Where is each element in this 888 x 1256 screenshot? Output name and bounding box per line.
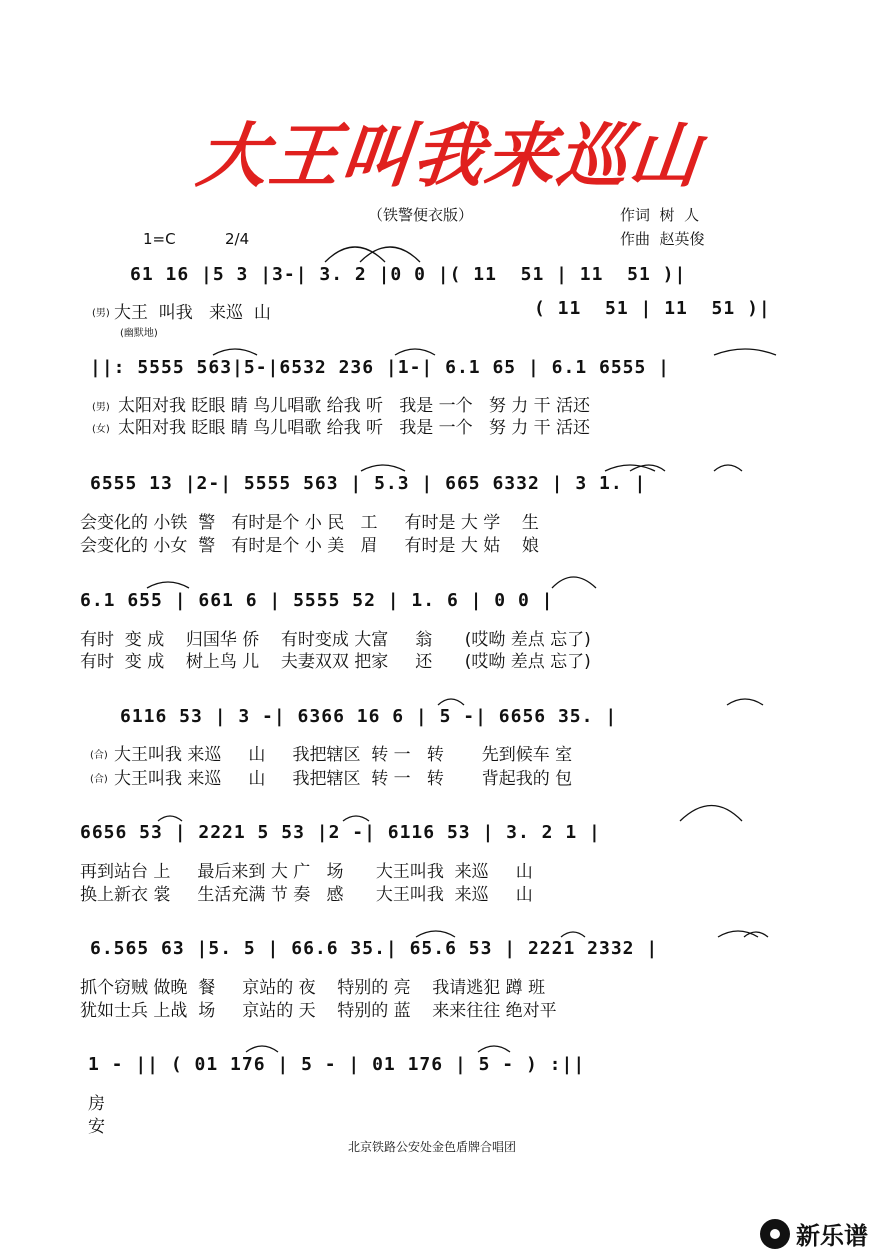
- lyric-tag: (合): [90, 774, 108, 785]
- vinyl-record-icon: [760, 1219, 790, 1249]
- slur-mark: [605, 465, 655, 471]
- lyric-line: 大王叫我 来巡 山 我把辖区 转 一 转 先到候车 室: [114, 745, 573, 765]
- lyric-line: 太阳对我 眨眼 睛 鸟儿唱歌 给我 听 我是 一个 努 力 干 活还: [118, 396, 591, 416]
- slur-mark: [158, 816, 182, 821]
- lyric-line: 会变化的 小铁 警 有时是个 小 民 工 有时是 大 学 生: [80, 513, 539, 533]
- composer-credit: 作曲 赵英俊: [620, 230, 705, 248]
- slur-mark: [213, 349, 257, 355]
- slur-mark: [727, 699, 763, 705]
- slur-mark: [343, 816, 369, 821]
- lyric-line: 有时 变 成 归国华 侨 有时变成 大富 翁 (哎呦 差点 忘了): [80, 630, 591, 650]
- slur-mark: [718, 931, 758, 937]
- lyric-line: 有时 变 成 树上鸟 儿 夫妻双双 把家 还 (哎呦 差点 忘了): [80, 652, 591, 672]
- lyric-line: 太阳对我 眨眼 睛 鸟儿唱歌 给我 听 我是 一个 努 力 干 活还: [118, 418, 591, 438]
- footer-credit: 北京铁路公安处金色盾牌合唱团: [348, 1140, 517, 1154]
- notation-row-5: 6116 53 | 3 -| 6366 16 6 | 5 -| 6656 35. |: [120, 706, 618, 727]
- lyric-line: 会变化的 小女 警 有时是个 小 美 眉 有时是 大 姑 娘: [80, 536, 539, 556]
- slur-mark: [714, 465, 742, 471]
- song-title: 大王叫我来巡山: [193, 114, 706, 197]
- lyric-line: 安: [88, 1117, 105, 1137]
- notation-row-1-echo: ( 11 51 | 11 51 )|: [534, 298, 771, 319]
- lyric-tag: (合): [90, 750, 108, 761]
- notation-row-6: 6656 53 | 2221 5 53 |2 -| 6116 53 | 3. 2 1 |: [80, 822, 601, 843]
- slur-mark: [246, 1046, 278, 1052]
- notation-row-3: 6555 13 |2-| 5555 563 | 5.3 | 665 6332 | 3 1. |: [90, 473, 647, 494]
- slur-mark: [630, 465, 665, 471]
- lyric-line: 抓个窃贼 做晚 餐 京站的 夜 特别的 亮 我请逃犯 蹲 班: [80, 978, 546, 998]
- notation-row-4: 6.1 655 | 661 6 | 5555 52 | 1. 6 | 0 0 |: [80, 590, 554, 611]
- lyric-line: 换上新衣 裳 生活充满 节 奏 感 大王叫我 来巡 山: [80, 885, 533, 905]
- expression-mark: (幽默地): [120, 328, 158, 339]
- lyric-tag: (女): [92, 424, 110, 435]
- slur-mark: [395, 349, 435, 355]
- notation-row-2: ||: 5555 563|5-|6532 236 |1-| 6.1 65 | 6.1 6555 |: [90, 357, 671, 378]
- lyric-line: 大王叫我 来巡 山 我把辖区 转 一 转 背起我的 包: [114, 769, 573, 789]
- notation-row-1: 61 16 |5 3 |3-| 3. 2 |0 0 |( 11 51 | 11 51 )|: [130, 264, 687, 285]
- lyric-line: 大王 叫我 来巡 山: [114, 303, 271, 323]
- time-signature: 2/4: [225, 230, 250, 248]
- notation-row-8: 1 - || ( 01 176 | 5 - | 01 176 | 5 - ) :||: [88, 1054, 586, 1075]
- lyric-tag: (男): [92, 402, 110, 413]
- lyric-line: 犹如士兵 上战 场 京站的 天 特别的 蓝 来来往往 绝对平: [80, 1001, 557, 1021]
- slur-mark: [714, 349, 776, 355]
- slur-mark: [360, 247, 420, 262]
- slur-mark: [361, 465, 405, 471]
- watermark-text: 新乐谱: [796, 1222, 868, 1250]
- slur-mark: [552, 577, 596, 588]
- slur-mark: [478, 1046, 510, 1052]
- lyric-line: 房: [88, 1094, 105, 1114]
- lyric-line: 再到站台 上 最后来到 大 广 场 大王叫我 来巡 山: [80, 862, 533, 882]
- notation-row-7: 6.565 63 |5. 5 | 66.6 35.| 65.6 53 | 2221 2332 |: [90, 938, 659, 959]
- slur-mark: [680, 806, 742, 822]
- slur-mark: [561, 932, 585, 937]
- slur-mark: [147, 582, 189, 588]
- slur-mark: [438, 699, 464, 705]
- watermark-logo: [760, 1216, 868, 1251]
- lyricist-credit: 作词 树 人: [620, 206, 700, 224]
- lyric-tag: (男): [92, 308, 110, 319]
- key-signature: 1=C: [143, 230, 176, 248]
- version-label: （铁警便衣版）: [368, 206, 474, 224]
- slur-mark: [416, 931, 455, 937]
- slur-mark: [325, 247, 385, 262]
- slur-mark: [744, 932, 768, 937]
